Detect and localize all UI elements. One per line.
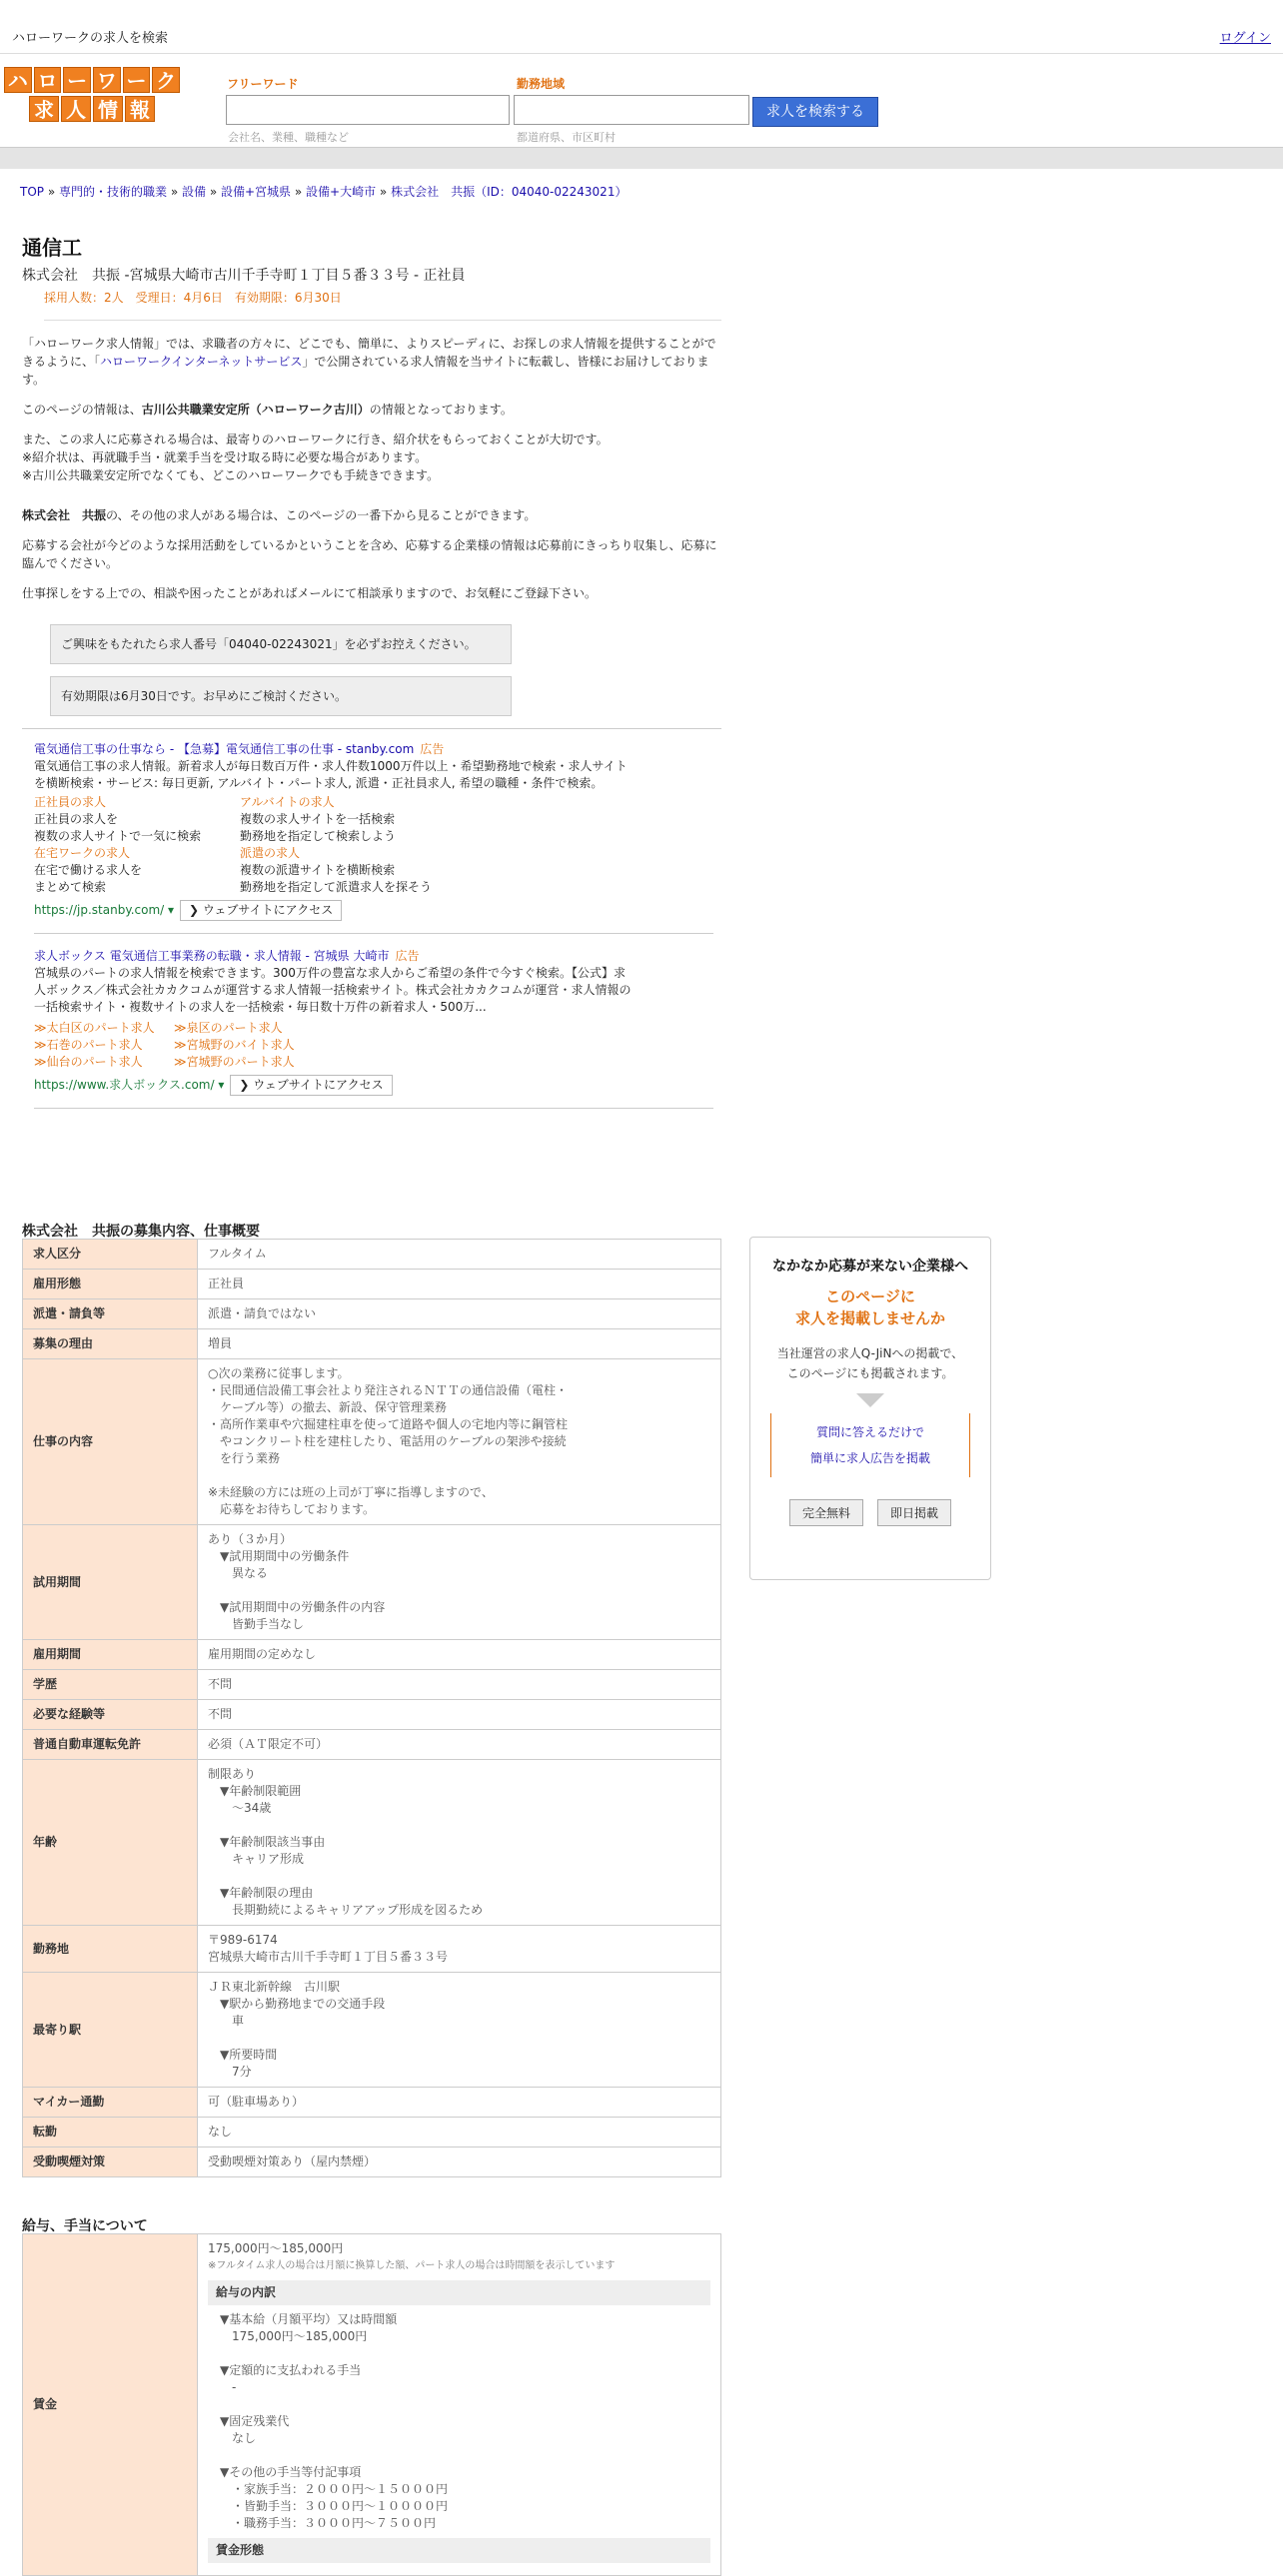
row-value: 必須（ＡＴ限定不可） [198, 1730, 721, 1760]
wage-breakdown: ▼基本給（月額平均）又は時間額 175,000円〜185,000円 ▼定額的に支払われる手当 - ▼固定残業代 なし ▼その他の手当等付記事項 ・家族手当：２０００円〜１５０００円 ・皆勤手当：３０００円〜１００００円 ・職務手当：３０００円〜７５００円 [220, 2312, 449, 2530]
breadcrumb-category[interactable]: 専門的・技術的職業 [59, 185, 168, 199]
wage-breakdown-header: 給与の内訳 [208, 2280, 710, 2305]
breadcrumb: TOP » 専門的・技術的職業 » 設備 » 設備+宮城県 » 設備+大崎市 » 株式会社 共振（ID：04040-02243021） [20, 185, 628, 199]
job-detail-table [22, 1239, 721, 2177]
main-content [22, 232, 721, 1109]
row-label: 仕事の内容 [23, 1359, 198, 1525]
promo-description: 当社運営の求人Q-JiNへの掲載で、 このページにも掲載されます。 [776, 1346, 964, 1380]
ad-description: 電気通信工事の求人情報。新着求人が毎日数百万件・求人件数1000万件以上・希望勤務地で検索・求人サイトを横断検索・サービス: 毎日更新, アルバイト・パート求人, 派遣・正社員求人, 希望の職種・条件で検索。 [34, 759, 628, 790]
promo-link-questions[interactable]: 質問に答えるだけで [815, 1425, 924, 1439]
logo-char: ー [63, 67, 91, 93]
logo-char: ク [152, 67, 180, 93]
row-value: 〒989-6174 宮城県大崎市古川千手寺町１丁目５番３３号 [198, 1926, 721, 1973]
wage-amount: 175,000円〜185,000円 [208, 2241, 344, 2255]
promo-link-post[interactable]: 簡単に求人広告を掲載 [809, 1451, 930, 1465]
table-row [23, 1640, 721, 1670]
job-number-note: ご興味をもたれたら求人番号「04040-02243021」を必ずお控えください。 [50, 624, 512, 664]
ad-title-link[interactable]: 電気通信工事の仕事なら - 【急募】電気通信工事の仕事 - stanby.com [34, 742, 415, 756]
logo-char: ロ [34, 67, 62, 93]
table-row [23, 1270, 721, 1299]
row-value: 不問 [198, 1700, 721, 1730]
top-bar [0, 0, 1283, 54]
apply-paragraph: また、この求人に応募される場合は、最寄りのハローワークに行き、紹介状をもらっておくことが大切です。 ※紹介状は、再就職手当・就業手当を受け取る時に必要な場合があります。 ※古川公共職業安定所でなくても、どこのハローワークでも手続きできます。 [22, 432, 609, 482]
breadcrumb-sub[interactable]: 設備 [182, 185, 207, 199]
table-row [23, 1299, 721, 1329]
ad-sitelink[interactable]: 派遣の求人 複数の派遣サイトを横断検索 勤務地を指定して派遣求人を探そう [240, 846, 433, 894]
ad-link[interactable]: ≫宮城野のバイト求人 [174, 1038, 295, 1052]
row-label: 派遣・請負等 [23, 1299, 198, 1329]
row-value: ＪＲ東北新幹線 古川駅 ▼駅から勤務地までの交通手段 車 ▼所要時間 7分 [198, 1973, 721, 2088]
table-row [23, 2118, 721, 2147]
employer-promo-box [749, 1237, 991, 1580]
job-title: 通信工 [22, 236, 82, 260]
row-label: 賃金 [23, 2234, 198, 2576]
table-row [23, 1700, 721, 1730]
row-value [198, 2234, 721, 2576]
row-label: 普通自動車運転免許 [23, 1730, 198, 1760]
section-title-wage: 給与、手当について [22, 2218, 148, 2234]
sameday-badge-button[interactable]: 即日掲載 [877, 1499, 951, 1526]
logo-char: ー [123, 67, 151, 93]
logo-char: 求 [29, 96, 59, 122]
row-value: 派遣・請負ではない [198, 1299, 721, 1329]
area-label: 勤務地域 [517, 77, 566, 91]
ad-sitelink[interactable]: アルバイトの求人 複数の求人サイトを一括検索 勤務地を指定して検索しよう [240, 795, 397, 843]
row-label: 転勤 [23, 2118, 198, 2147]
table-row [23, 1730, 721, 1760]
logo-char: 情 [93, 96, 123, 122]
visit-site-button[interactable]: ❯ ウェブサイトにアクセス [230, 1075, 392, 1096]
ad-sitelink[interactable]: 正社員の求人 正社員の求人を 複数の求人サイトで一気に検索 [34, 795, 202, 843]
visit-site-button[interactable]: ❯ ウェブサイトにアクセス [180, 900, 342, 921]
table-row [23, 1973, 721, 2088]
row-value: 雇用期間の定めなし [198, 1640, 721, 1670]
ad-url: https://www.求人ボックス.com/ ▾ ❯ ウェブサイトにアクセス [34, 1075, 713, 1096]
table-row [23, 1359, 721, 1525]
keyword-label: フリーワード [227, 77, 299, 91]
table-row [23, 1670, 721, 1700]
row-label: 雇用形態 [23, 1270, 198, 1299]
table-row [23, 1760, 721, 1926]
ad-url: https://jp.stanby.com/ ▾ ❯ ウェブサイトにアクセス [34, 900, 713, 921]
ad-stanby [34, 741, 713, 934]
other-jobs-paragraph: 株式会社 共振の、その他の求人がある場合は、このページの一番下から見ることができます。 [22, 508, 537, 522]
ad-description: 宮城県のパートの求人情報を検索できます。300万件の豊富な求人からご希望の条件で今すぐ検索。【公式】求人ボックス／株式会社カカクコムが運営する求人情報一括検索サイト。株式会社カカクコムが運営・求人情報の一括検索サイト・複数サイトの求人を一括検索・毎日数十万件の新着求人・500万... [34, 966, 632, 1014]
row-value: 制限あり ▼年齢制限範囲 〜34歳 ▼年齢制限該当事由 キャリア形成 ▼年齢制限の理由 長期勤続によるキャリアアップ形成を図るため [198, 1760, 721, 1926]
breadcrumb-top[interactable]: TOP [20, 185, 45, 199]
logo-char: 報 [125, 96, 155, 122]
research-paragraph: 応募する会社が今どのような採用活動をしているかということを含め、応募する企業様の情報は応募前にきっちり収集し、応募に臨んでください。 [22, 538, 717, 570]
row-label: 最寄り駅 [23, 1973, 198, 2088]
row-value: 正社員 [198, 1270, 721, 1299]
ad-link[interactable]: ≫泉区のパート求人 [174, 1021, 283, 1035]
consult-paragraph: 仕事探しをする上での、相談や困ったことがあればメールにて相談承りますので、お気軽にご登録下さい。 [22, 586, 598, 600]
ad-tag: 広告 [420, 742, 445, 756]
table-row [23, 1329, 721, 1359]
area-input[interactable] [514, 95, 749, 125]
row-label: 試用期間 [23, 1525, 198, 1640]
ad-link[interactable]: ≫宮城野のパート求人 [174, 1055, 295, 1069]
keyword-input[interactable] [226, 95, 510, 125]
row-value: ○次の業務に従事します。 ・民間通信設備工事会社より発注されるＮＴＴの通信設備（電柱・ ケーブル等）の撤去、新設、保守管理業務 ・高所作業車や穴掘建柱車を使って道路や個人の宅地内等に鋼管柱 やコンクリート柱を建柱したり、電話用のケーブルの架渉や接続 を行う業務 ※未経験の方には班の上司が丁寧に指導しますので、 応募をお待ちしております。 [198, 1359, 721, 1525]
logo-char: ワ [93, 67, 121, 93]
job-meta: 採用人数：2人 受理日：4月6日 有効期限：6月30日 [44, 289, 721, 321]
row-value: 増員 [198, 1329, 721, 1359]
row-value: なし [198, 2118, 721, 2147]
company-line: 株式会社 共振 -宮城県大崎市古川千手寺町１丁目５番３３号 - 正社員 [22, 268, 466, 284]
logo-char: ハ [4, 67, 32, 93]
table-row [23, 1240, 721, 1270]
breadcrumb-pref[interactable]: 設備+宮城県 [221, 185, 292, 199]
keyword-hint: 会社名、業種、職種など [228, 131, 349, 144]
table-row [23, 2234, 721, 2576]
row-label: 年齢 [23, 1760, 198, 1926]
breadcrumb-city[interactable]: 設備+大崎市 [306, 185, 377, 199]
row-value: フルタイム [198, 1240, 721, 1270]
breadcrumb-company[interactable]: 株式会社 共振（ID：04040-02243021） [391, 185, 628, 199]
wage-table [22, 2233, 721, 2576]
row-label: 求人区分 [23, 1240, 198, 1270]
source-paragraph: このページの情報は、古川公共職業安定所（ハローワーク古川）の情報となっております。 [22, 403, 513, 417]
site-title: ハローワークの求人を検索 [12, 31, 169, 46]
table-row [23, 2088, 721, 2118]
table-row [23, 1525, 721, 1640]
table-row [23, 2147, 721, 2177]
ad-kyujinbox [34, 948, 713, 1109]
table-row [23, 1926, 721, 1973]
hellowork-link[interactable]: ハローワークインターネットサービス [100, 355, 303, 369]
deadline-note: 有効期限は6月30日です。お早めにご検討ください。 [50, 676, 512, 716]
ad-link[interactable]: ≫仙台のパート求人 [34, 1055, 143, 1069]
intro-paragraph: 「ハローワーク求人情報」では、求職者の方々に、どこでも、簡単に、よりスピーディに、お探しの求人情報を提供することができるように、「ハローワークインターネットサービス」で公開されている求人情報を当サイトに転載し、皆様にお届けしております。 [22, 337, 716, 387]
search-button[interactable]: 求人を検索する [752, 97, 878, 127]
site-logo[interactable] [4, 67, 180, 123]
ad-sitelink[interactable]: 在宅ワークの求人 在宅で働ける求人を まとめて検索 [34, 846, 143, 894]
row-label: 受動喫煙対策 [23, 2147, 198, 2177]
row-value: 受動喫煙対策あり（屋内禁煙） [198, 2147, 721, 2177]
row-label: マイカー通勤 [23, 2088, 198, 2118]
area-hint: 都道府県、市区町村 [517, 131, 616, 144]
wage-type-header: 賃金形態 [208, 2538, 710, 2563]
row-label: 学歴 [23, 1670, 198, 1700]
promo-catch: このページに 求人を掲載しませんか [794, 1288, 945, 1327]
ad-link[interactable]: ≫太白区のパート求人 [34, 1021, 155, 1035]
row-value: 不問 [198, 1670, 721, 1700]
section-title-overview: 株式会社 共振の募集内容、仕事概要 [22, 1224, 260, 1240]
row-label: 勤務地 [23, 1926, 198, 1973]
down-arrow-icon [856, 1393, 884, 1407]
row-label: 必要な経験等 [23, 1700, 198, 1730]
free-badge-button[interactable]: 完全無料 [789, 1499, 863, 1526]
row-value: あり（３か月） ▼試用期間中の労働条件 異なる ▼試用期間中の労働条件の内容 皆勤手当なし [198, 1525, 721, 1640]
logo-char: 人 [61, 96, 91, 122]
row-label: 募集の理由 [23, 1329, 198, 1359]
promo-title: なかなか応募が来ない企業様へ [772, 1259, 968, 1275]
header-divider [0, 147, 1283, 169]
row-value: 可（駐車場あり） [198, 2088, 721, 2118]
ad-tag: 広告 [395, 949, 420, 963]
ad-title-link[interactable]: 求人ボックス 電気通信工事業務の転職・求人情報 - 宮城県 大崎市 [34, 949, 390, 963]
ad-link[interactable]: ≫石巻のパート求人 [34, 1038, 143, 1052]
wage-note: ※フルタイム求人の場合は月額に換算した額、パート求人の場合は時間額を表示しています [208, 2260, 616, 2271]
header [0, 55, 1283, 147]
row-label: 雇用期間 [23, 1640, 198, 1670]
login-link[interactable]: ログイン [1219, 31, 1271, 46]
